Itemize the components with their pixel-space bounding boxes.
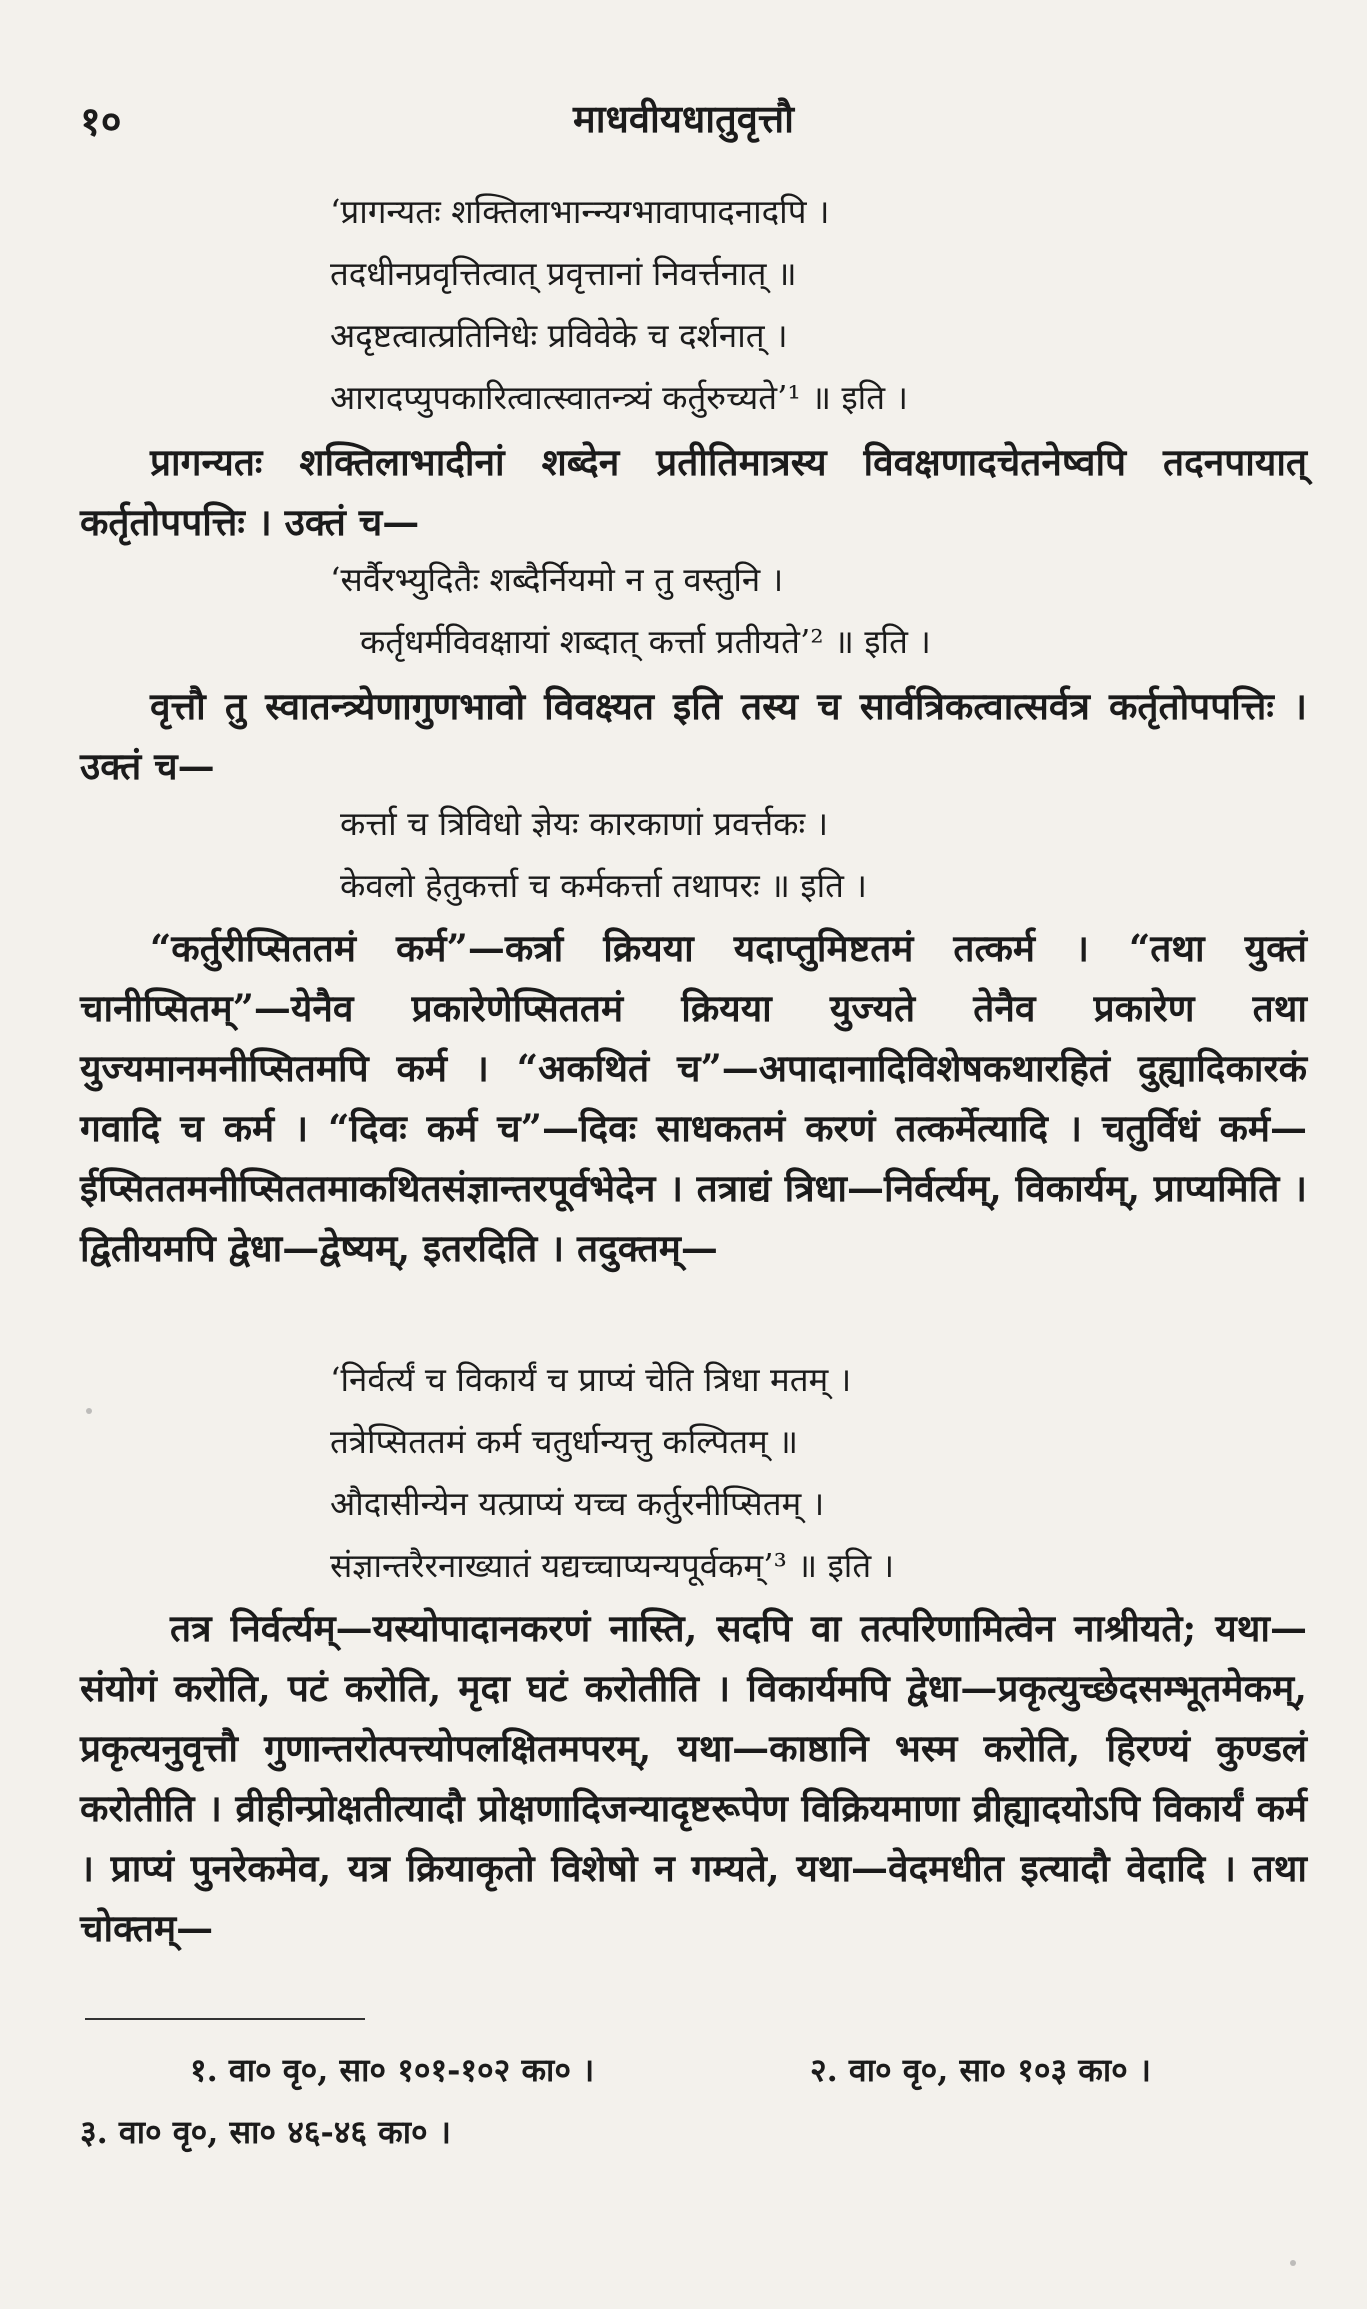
verse-line: ‘निर्वर्त्यं च विकार्यं च प्राप्यं चेति त्रिधा मतम् । — [330, 1360, 852, 1399]
running-title: माधवीयधातुवृत्तौ — [572, 96, 795, 141]
verse-line: तदधीनप्रवृत्तित्वात् प्रवृत्तानां निवर्त्तनात् ॥ — [330, 254, 797, 293]
verse-line: कर्त्ता च त्रिविधो ज्ञेयः कारकाणां प्रवर्त्तकः । — [340, 804, 829, 843]
paragraph: प्रागन्यतः शक्तिलाभादीनां शब्देन प्रतीतिमात्रस्य विवक्षणादचेतनेष्वपि तदनपायात् कर्तृतोपपत्तिः । उक्तं च— — [80, 440, 1307, 544]
footnote: २. वा० वृ०, सा० १०३ का० । — [810, 2051, 1152, 2089]
page-header — [80, 92, 1287, 152]
footnote-rule — [85, 2018, 365, 2020]
verse-line: केवलो हेतुकर्त्ता च कर्मकर्त्ता तथापरः ॥ इति । — [340, 866, 867, 905]
scan-speck — [1290, 2260, 1296, 2266]
verse-line: आरादप्युपकारित्वात्स्वातन्त्र्यं कर्तुरुच्यते’¹ ॥ इति । — [330, 378, 909, 417]
verse-line: तत्रेप्सिततमं कर्म चतुर्धान्यत्तु कल्पितम् ॥ — [330, 1422, 799, 1461]
footnote: १. वा० वृ०, सा० १०१-१०२ का० । — [190, 2051, 595, 2089]
footnote: ३. वा० वृ०, सा० ४६-४६ का० । — [80, 2113, 451, 2151]
page-number: १० — [80, 98, 122, 145]
verse-line: औदासीन्येन यत्प्राप्यं यच्च कर्तुरनीप्सितम् । — [330, 1484, 825, 1523]
verse-line: कर्तृधर्मविवक्षायां शब्दात् कर्त्ता प्रतीयते’² ॥ इति । — [360, 622, 931, 661]
paragraph: तत्र निर्वर्त्यम्—यस्योपादानकरणं नास्ति, सदपि वा तत्परिणामित्वेन नाश्रीयते; यथा—संयोगं करोति, पटं करोति, मृदा घटं करोतीति । विकार्यमपि द्वेधा—प्रकृत्युच्छेदसम्भूतमेकम्, प्रकृत्यनुवृत्तौ गुणान्तरोत्पत्त्योपलक्षितमपरम्, यथा—काष्ठानि भस्म करोति, हिरण्यं कुण्डलं करोतीति । व्रीहीन्प्रोक्षतीत्यादौ प्रोक्षणादिजन्यादृष्टरूपेण विक्रियमाणा व्रीह्यादयोऽपि विकार्यं कर्म । प्राप्यं पुनरेकमेव, यत्र क्रियाकृतो विशेषो न गम्यते, यथा—वेदमधीत इत्यादौ वेदादि । तथा चोक्तम्— — [80, 1606, 1307, 1950]
verse-line: ‘प्रागन्यतः शक्तिलाभान्न्यग्भावापादनादपि । — [330, 192, 830, 231]
paragraph: वृत्तौ तु स्वातन्त्र्येणागुणभावो विवक्ष्यत इति तस्य च सार्वत्रिकत्वात्सर्वत्र कर्तृतोपपत्तिः । उक्तं च— — [80, 684, 1307, 788]
verse-line: संज्ञान्तरैरनाख्यातं यद्यच्चाप्यन्यपूर्वकम्’³ ॥ इति । — [330, 1546, 895, 1585]
verse-line: अदृष्टत्वात्प्रतिनिधेः प्रविवेके च दर्शनात् । — [330, 316, 788, 355]
verse-line: ‘सर्वैरभ्युदितैः शब्दैर्नियमो न तु वस्तुनि । — [330, 560, 784, 599]
scan-speck — [86, 1408, 92, 1414]
paragraph: “कर्तुरीप्सिततमं कर्म”—कर्त्रा क्रियया यदाप्तुमिष्टतमं तत्कर्म । “तथा युक्तं चानीप्सितम्”—येनैव प्रकारेणेप्सिततमं क्रियया युज्यते तेनैव प्रकारेण तथा युज्यमानमनीप्सितमपि कर्म । “अकथितं च”—अपादानादिविशेषकथारहितं दुह्यादिकारकं गवादि च कर्म । “दिवः कर्म च”—दिवः साधकतमं करणं तत्कर्मेत्यादि । चतुर्विधं कर्म—ईप्सिततमनीप्सिततमाकथितसंज्ञान्तरपूर्वभेदेन । तत्राद्यं त्रिधा—निर्वर्त्यम्, विकार्यम्, प्राप्यमिति । द्वितीयमपि द्वेधा—द्वेष्यम्, इतरदिति । तदुक्तम्— — [80, 926, 1307, 1270]
